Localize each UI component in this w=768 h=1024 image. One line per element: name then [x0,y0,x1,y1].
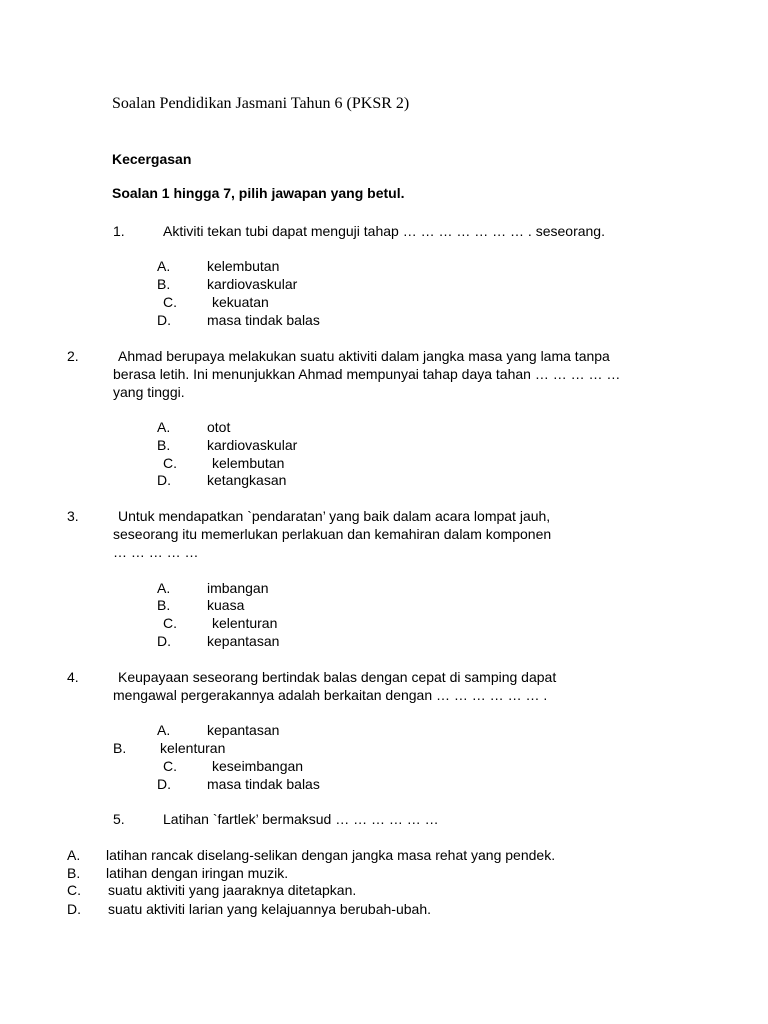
question-text-line: yang tinggi. [113,384,185,400]
option-text: latihan rancak diselang-selikan dengan jangka masa rehat yang pendek. [106,847,556,863]
option-letter: D. [157,312,171,328]
question-text-line: Keupayaan seseorang bertindak balas dengan cepat di samping dapat [118,669,557,685]
option-letter: A. [157,722,171,738]
section-heading: Kecergasan [112,151,192,167]
question-text-line: seseorang itu memerlukan perlakuan dan kemahiran dalam komponen [113,526,552,542]
instruction-text: Soalan 1 hingga 7, pilih jawapan yang betul. [112,185,405,201]
option-text: kuasa [207,597,245,613]
option-letter: B. [157,597,171,613]
option-letter: C. [163,615,177,631]
option-letter: B. [157,276,171,292]
question-number: 4. [67,669,79,685]
option-letter: A. [157,580,171,596]
question-text-line: … … … … … [113,544,199,560]
option-text: keseimbangan [212,758,304,774]
option-text: kelembutan [212,455,285,471]
question-text-line: mengawal pergerakannya adalah berkaitan dengan … … … … … … . [113,687,548,703]
option-text: kekuatan [212,294,269,310]
option-text: suatu aktiviti larian yang kelajuannya berubah-ubah. [108,901,431,917]
option-text: kepantasan [207,633,280,649]
option-text: masa tindak balas [207,312,320,328]
option-text: masa tindak balas [207,776,320,792]
question-number: 3. [67,508,79,524]
question-text-line: Latihan `fartlek’ bermaksud … … … … … … [163,811,439,827]
option-letter: D. [67,901,81,917]
option-text: kelembutan [207,258,280,274]
question-text-line: berasa letih. Ini menunjukkan Ahmad mempunyai tahap daya tahan … … … … … [113,366,621,382]
question-number: 5. [113,811,125,827]
option-text: kardiovaskular [207,276,298,292]
question-text-line: Ahmad berupaya melakukan suatu aktiviti dalam jangka masa yang lama tanpa [118,348,610,364]
option-letter: B. [157,437,171,453]
option-letter: A. [157,419,171,435]
option-letter: C. [163,455,177,471]
option-text: kelenturan [212,615,278,631]
option-letter: C. [67,882,81,898]
option-text: otot [207,419,231,435]
page-title: Soalan Pendidikan Jasmani Tahun 6 (PKSR 2) [112,95,410,112]
option-letter: D. [157,472,171,488]
option-letter: C. [163,758,177,774]
option-text: latihan dengan iringan muzik. [106,865,289,881]
option-text: kelenturan [160,740,226,756]
option-text: ketangkasan [207,472,287,488]
option-text: imbangan [207,580,269,596]
option-text: kepantasan [207,722,280,738]
option-letter: B. [67,865,81,881]
question-text-line: Aktiviti tekan tubi dapat menguji tahap … … … … … … … . seseorang. [163,223,605,239]
option-letter: B. [113,740,127,756]
question-number: 1. [113,223,125,239]
option-text: suatu aktiviti yang jaaraknya ditetapkan. [108,882,357,898]
question-text-line: Untuk mendapatkan `pendaratan’ yang baik dalam acara lompat jauh, [118,508,551,524]
option-letter: A. [157,258,171,274]
option-letter: D. [157,633,171,649]
option-letter: D. [157,776,171,792]
option-letter: A. [67,847,81,863]
question-number: 2. [67,348,79,364]
option-text: kardiovaskular [207,437,298,453]
option-letter: C. [163,294,177,310]
